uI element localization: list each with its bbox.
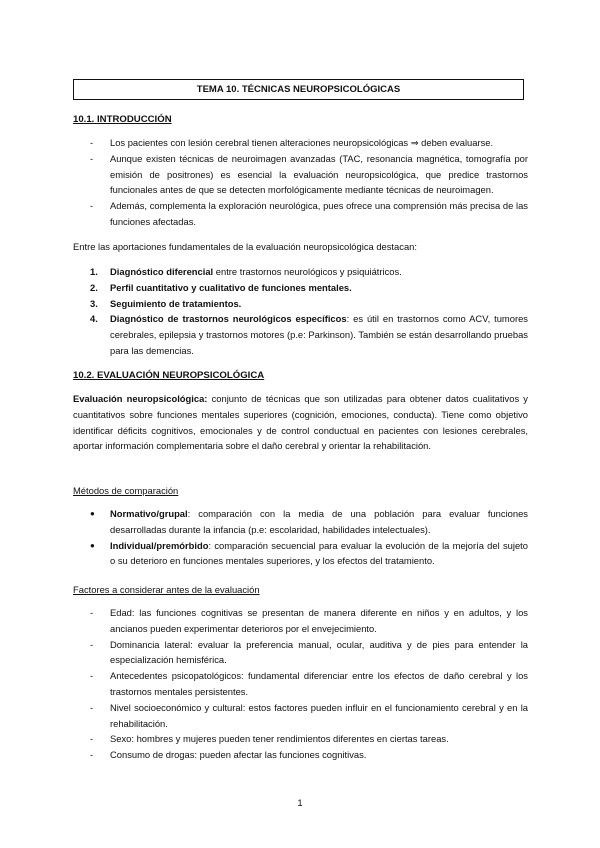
list-item: 4. Diagnóstico de trastornos neurológicos específicos: es útil en trastornos como ACV, tumores cerebrales, epilepsia y trastornos motores (p.e: Parkinson). También se están desarrollando pruebas para las demencias.	[90, 313, 528, 356]
list-item: - Dominancia lateral: evaluar la preferencia manual, ocular, auditiva y de pies para entender la especialización hemisférica.	[90, 638, 528, 666]
definition-paragraph: Evaluación neuropsicológica: conjunto de técnicas que son utilizadas para obtener datos cualitativos y cuantitativos sobre funciones mentales superiores (cognición, emociones, conducta). Tiene como objetivo identificar déficits cognitivos, emocionales y de control conductual en pacientes con lesiones cerebrales, aportar información complementaria sobre el daño cerebral y orientar la rehabilitación.	[73, 393, 528, 452]
list-item: - Además, complementa la exploración neurológica, pues ofrece una comprensión más precisa de las funciones afectadas.	[90, 200, 528, 227]
list-item: 2. Perfil cuantitativo y cualitativo de funciones mentales.	[90, 281, 352, 293]
list-item: - Nivel socioeconómico y cultural: estos factores pueden influir en el funcionamiento cerebral y en la rehabilitación.	[90, 701, 528, 729]
section-1-intro: Entre las aportaciones fundamentales de la evaluación neuropsicológica destacan:	[73, 241, 417, 252]
list-item: - Los pacientes con lesión cerebral tienen alteraciones neuropsicológicas ⇒ deben evaluarse.	[90, 137, 494, 148]
page-number: 1	[297, 798, 303, 809]
list-item: - Aunque existen técnicas de neuroimagen avanzadas (TAC, resonancia magnética, tomografía por emisión de positrones) es esencial la evaluación neuropsicológica, que predice trastornos funcionales antes de que se detecten morfológicamente mediante técnicas de neuroimagen.	[90, 152, 528, 196]
list-item: - Antecedentes psicopatológicos: fundamental diferenciar entre los efectos de daño cerebral y los trastornos mentales persistentes.	[90, 670, 528, 697]
list-item: ● Normativo/grupal: comparación con la media de una población para evaluar funciones desarrolladas durante la infancia (p.e: escolaridad, habilidades intelectuales).	[90, 508, 528, 535]
methods-list	[73, 506, 528, 569]
factors-list	[73, 605, 528, 763]
list-item: - Consumo de drogas: pueden afectar las funciones cognitivas.	[90, 749, 367, 761]
section-1-numbered-list	[73, 264, 528, 359]
section-1-bullets	[73, 135, 528, 230]
list-item: ● Individual/premórbido: comparación secuencial para evaluar la evolución de la mejoría del sujeto o su deterioro en funciones mentales superiores, y los efectos del tratamiento.	[90, 539, 528, 567]
list-item: 1. Diagnóstico diferencial entre trastornos neurológicos y psiquiátricos.	[90, 266, 402, 277]
section-1-heading: 10.1. INTRODUCCIÓN	[73, 114, 172, 125]
list-item: - Sexo: hombres y mujeres pueden tener rendimientos diferentes en ciertas tareas.	[90, 733, 449, 745]
factors-heading: Factores a considerar antes de la evaluación	[73, 584, 260, 595]
list-item: 3. Seguimiento de tratamientos.	[90, 297, 242, 309]
methods-heading: Métodos de comparación	[73, 485, 179, 496]
list-item: - Edad: las funciones cognitivas se presentan de manera diferente en niños y en adultos, y los ancianos pueden experimentar deterioros por el envejecimiento.	[90, 607, 528, 634]
document-title: TEMA 10. TÉCNICAS NEUROPSICOLÓGICAS	[73, 79, 524, 100]
section-2-heading: 10.2. EVALUACIÓN NEUROPSICOLÓGICA	[73, 370, 265, 381]
